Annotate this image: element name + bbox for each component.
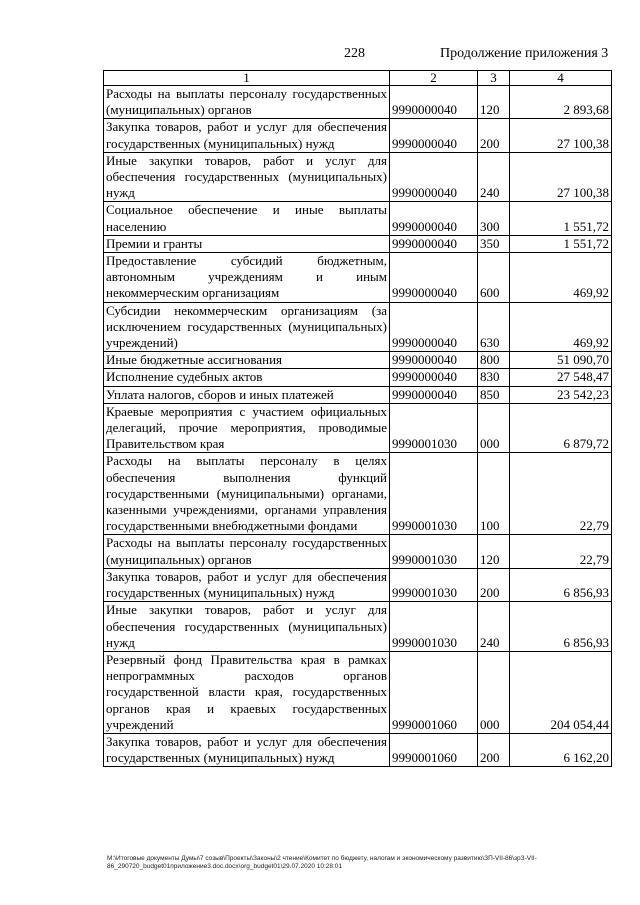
- target-article-code: 9990001030: [390, 535, 478, 568]
- column-header: 4: [510, 71, 612, 86]
- target-article-code: 9990001030: [390, 453, 478, 535]
- expense-type-code: 240: [478, 602, 510, 652]
- table-row: [104, 119, 612, 152]
- row-description: Закупка товаров, работ и услуг для обеспечения государственных (муниципальных) нужд: [104, 568, 390, 601]
- row-description: Расходы на выплаты персоналу в целях обеспечения выполнения функций государственными (муниципальными) органами, казенными учреждениями, органами управления государственными внебюджетными фондами: [104, 453, 390, 535]
- target-article-code: 9990001030: [390, 602, 478, 652]
- expense-type-code: 300: [478, 202, 510, 235]
- amount: 469,92: [510, 253, 612, 303]
- row-description: Уплата налогов, сборов и иных платежей: [104, 386, 390, 403]
- table-header-row: [104, 71, 612, 86]
- table-row: [104, 302, 612, 352]
- row-description: Субсидии некоммерческим организациям (за исключением государственных (муниципальных) учреждений): [104, 302, 390, 352]
- table-row: [104, 535, 612, 568]
- expense-type-code: 600: [478, 253, 510, 303]
- target-article-code: 9990001030: [390, 568, 478, 601]
- column-header: 2: [390, 71, 478, 86]
- amount: 22,79: [510, 453, 612, 535]
- row-description: Социальное обеспечение и иные выплаты населению: [104, 202, 390, 235]
- table-row: [104, 235, 612, 252]
- expense-type-code: 200: [478, 733, 510, 766]
- target-article-code: 9990000040: [390, 302, 478, 352]
- expense-type-code: 200: [478, 119, 510, 152]
- amount: 51 090,70: [510, 352, 612, 369]
- amount: 2 893,68: [510, 86, 612, 119]
- expense-type-code: 240: [478, 152, 510, 202]
- column-header: 3: [478, 71, 510, 86]
- row-description: Краевые мероприятия с участием официальных делегаций, прочие мероприятия, проводимые Правительством края: [104, 403, 390, 453]
- row-description: Премии и гранты: [104, 235, 390, 252]
- amount: 27 100,38: [510, 152, 612, 202]
- target-article-code: 9990000040: [390, 253, 478, 303]
- table-row: [104, 253, 612, 303]
- table-row: [104, 568, 612, 601]
- document-file-path: M:\Итоговые документы Думы\7 созыв\Проекты\Законы\2 чтение\Комитет по бюджету, налогам и экономическому развитию\ЗП-VII-86\зрЗ-VII-86_290720_budget01приложение3.doc.docx\org_budget01\29.07.2020 10:28:01: [107, 855, 537, 870]
- target-article-code: 9990000040: [390, 352, 478, 369]
- row-description: Закупка товаров, работ и услуг для обеспечения государственных (муниципальных) нужд: [104, 119, 390, 152]
- row-description: Иные бюджетные ассигнования: [104, 352, 390, 369]
- row-description: Предоставление субсидий бюджетным, автономным учреждениям и иным некоммерческим организациям: [104, 253, 390, 303]
- expense-type-code: 000: [478, 403, 510, 453]
- row-description: Закупка товаров, работ и услуг для обеспечения государственных (муниципальных) нужд: [104, 733, 390, 766]
- target-article-code: 9990001060: [390, 733, 478, 766]
- amount: 6 856,93: [510, 602, 612, 652]
- amount: 6 879,72: [510, 403, 612, 453]
- row-description: Иные закупки товаров, работ и услуг для обеспечения государственных (муниципальных) нужд: [104, 602, 390, 652]
- page-number: 228: [344, 46, 365, 61]
- amount: 6 856,93: [510, 568, 612, 601]
- target-article-code: 9990001030: [390, 403, 478, 453]
- table-row: [104, 86, 612, 119]
- expense-type-code: 350: [478, 235, 510, 252]
- target-article-code: 9990000040: [390, 119, 478, 152]
- expense-type-code: 200: [478, 568, 510, 601]
- table-row: [104, 651, 612, 733]
- target-article-code: 9990000040: [390, 86, 478, 119]
- amount: 1 551,72: [510, 202, 612, 235]
- table-row: [104, 602, 612, 652]
- row-description: Иные закупки товаров, работ и услуг для обеспечения государственных (муниципальных) нужд: [104, 152, 390, 202]
- expense-type-code: 800: [478, 352, 510, 369]
- row-description: Резервный фонд Правительства края в рамках непрограммных расходов органов государственной власти края, государственных органов края и краевых государственных учреждений: [104, 651, 390, 733]
- target-article-code: 9990000040: [390, 235, 478, 252]
- expense-type-code: 100: [478, 453, 510, 535]
- target-article-code: 9990001060: [390, 651, 478, 733]
- expense-type-code: 830: [478, 369, 510, 386]
- amount: 204 054,44: [510, 651, 612, 733]
- table-row: [104, 352, 612, 369]
- amount: 22,79: [510, 535, 612, 568]
- expense-type-code: 120: [478, 535, 510, 568]
- table-row: [104, 403, 612, 453]
- column-header: 1: [104, 71, 390, 86]
- table-row: [104, 152, 612, 202]
- target-article-code: 9990000040: [390, 202, 478, 235]
- row-description: Расходы на выплаты персоналу государственных (муниципальных) органов: [104, 86, 390, 119]
- target-article-code: 9990000040: [390, 369, 478, 386]
- table-row: [104, 202, 612, 235]
- target-article-code: 9990000040: [390, 152, 478, 202]
- continuation-label: Продолжение приложения 3: [440, 46, 609, 61]
- row-description: Исполнение судебных актов: [104, 369, 390, 386]
- amount: 469,92: [510, 302, 612, 352]
- budget-table: [103, 70, 612, 767]
- amount: 23 542,23: [510, 386, 612, 403]
- amount: 27 548,47: [510, 369, 612, 386]
- amount: 27 100,38: [510, 119, 612, 152]
- expense-type-code: 850: [478, 386, 510, 403]
- target-article-code: 9990000040: [390, 386, 478, 403]
- amount: 1 551,72: [510, 235, 612, 252]
- table-row: [104, 386, 612, 403]
- table-row: [104, 453, 612, 535]
- table-row: [104, 369, 612, 386]
- expense-type-code: 120: [478, 86, 510, 119]
- expense-type-code: 000: [478, 651, 510, 733]
- row-description: Расходы на выплаты персоналу государственных (муниципальных) органов: [104, 535, 390, 568]
- table-row: [104, 733, 612, 766]
- expense-type-code: 630: [478, 302, 510, 352]
- amount: 6 162,20: [510, 733, 612, 766]
